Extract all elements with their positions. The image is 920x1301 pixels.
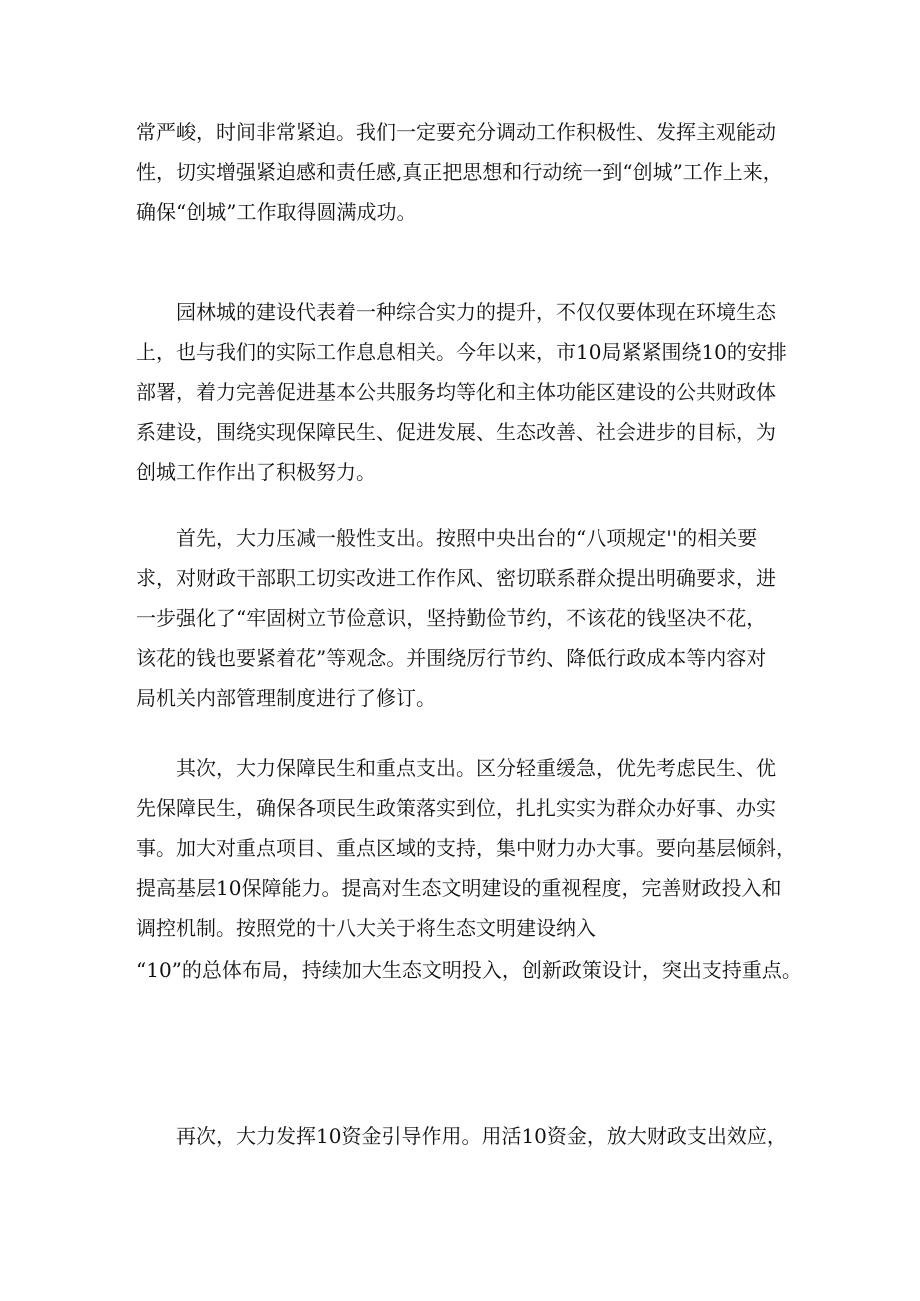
paragraph-line: 求，对财政干部职工切实改进工作作风、密切联系群众提出明确要求，进 <box>136 566 776 590</box>
paragraph-line: 上，也与我们的实际工作息息相关。今年以来，市10局紧紧围绕10的安排 <box>136 340 787 364</box>
paragraph-line: 事。加大对重点项目、重点区域的支持，集中财力办大事。要向基层倾斜， <box>136 836 796 860</box>
paragraph-line: 该花的钱也要紧着花”等观念。并围绕厉行节约、降低行政成本等内容对 <box>136 646 767 670</box>
paragraph-line: 常严峻，时间非常紧迫。我们一定要充分调动工作积极性、发挥主观能动 <box>136 120 776 144</box>
paragraph-line: 性，切实增强紧迫感和责任感,真正把思想和行动统一到“创城”工作上来， <box>136 160 783 184</box>
paragraph-2 <box>136 292 816 492</box>
paragraph-line: “10”的总体布局，持续加大生态文明投入，创新政策设计，突出支持重点。 <box>136 958 802 982</box>
paragraph-line: 首先，大力压减一般性支出。按照中央出台的“八项规定''的相关要 <box>176 526 758 550</box>
paragraph-line: 系建设，围绕实现保障民生、促进发展、生态改善、社会进步的目标，为 <box>136 420 776 444</box>
paragraph-line: 部署，着力完善促进基本公共服务均等化和主体功能区建设的公共财政体 <box>136 380 776 404</box>
paragraph-line: 园林城的建设代表着一种综合实力的提升，不仅仅要体现在环境生态 <box>176 300 776 324</box>
paragraph-line: 局机关内部管理制度进行了修订。 <box>136 686 436 710</box>
paragraph-line: 调控机制。按照党的十八大关于将生态文明建设纳入 <box>136 916 596 940</box>
paragraph-4 <box>136 748 816 948</box>
paragraph-line: 再次，大力发挥10资金引导作用。用活10资金，放大财政支出效应， <box>176 1124 787 1148</box>
paragraph-line: 创城工作作出了积极努力。 <box>136 460 376 484</box>
paragraph-line: 一步强化了“牢固树立节俭意识，坚持勤俭节约，不该花的钱坚决不花， <box>136 606 767 630</box>
paragraph-line: 确保“创城”工作取得圆满成功。 <box>136 200 417 224</box>
paragraph-line: 其次，大力保障民生和重点支出。区分轻重缓急，优先考虑民生、优 <box>176 756 776 780</box>
paragraph-1 <box>136 112 816 232</box>
paragraph-line: 先保障民生，确保各项民生政策落实到位，扎扎实实为群众办好事、办实 <box>136 796 776 820</box>
paragraph-3 <box>136 518 816 718</box>
paragraph-line: 提高基层10保障能力。提高对生态文明建设的重视程度，完善财政投入和 <box>136 876 782 900</box>
paragraph-6 <box>136 1116 816 1156</box>
paragraph-5 <box>136 950 816 990</box>
